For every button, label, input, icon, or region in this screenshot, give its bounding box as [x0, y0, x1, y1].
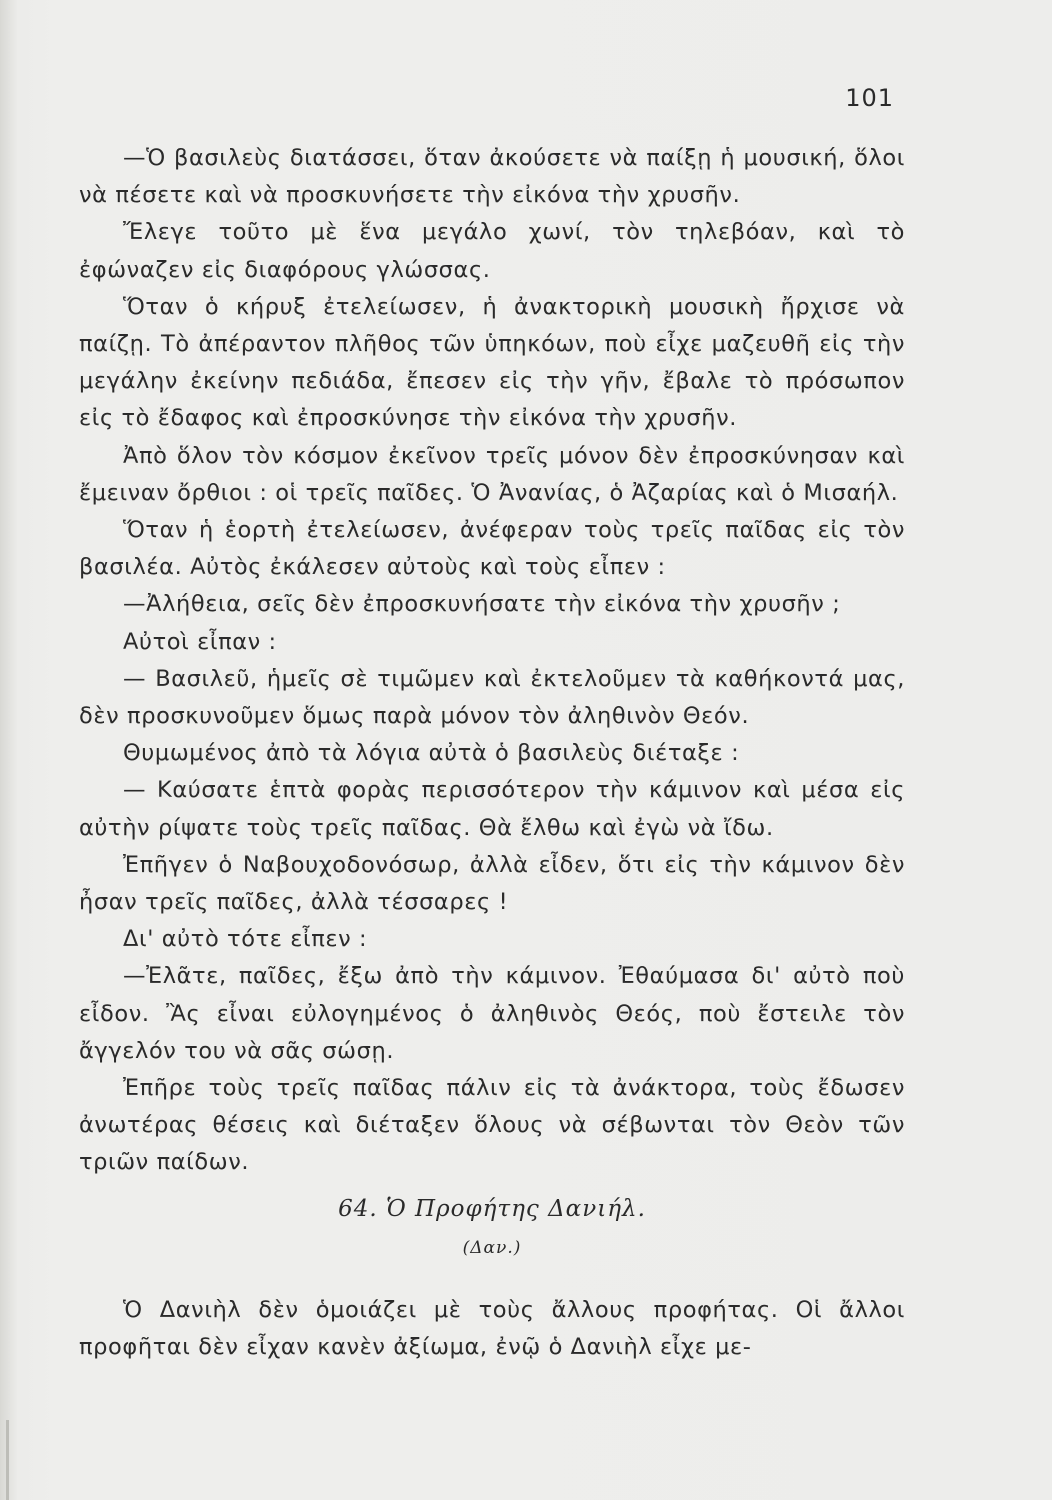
page-edge-shadow	[6, 1420, 9, 1500]
paragraph: Ἐπῆγεν ὁ Ναβουχοδονόσωρ, ἀλλὰ εἶδεν, ὅτι εἰς τὴν κάμινον δὲν ἦσαν τρεῖς παῖδες, ἀλλὰ τέσσαρες !	[79, 851, 905, 916]
paragraph: —Ἀλήθεια, σεῖς δὲν ἐπροσκυνήσατε τὴν εἰκόνα τὴν χρυσῆν ;	[123, 591, 841, 618]
paragraph: — Καύσατε ἑπτὰ φορὰς περισσότερον τὴν κάμινον καὶ μέσα εἰς αὐτὴν ρίψατε τοὺς τρεῖς παῖδας. Θὰ ἔλθω καὶ ἐγὼ νὰ ἴδω.	[79, 777, 905, 841]
paragraph: Δι' αὐτὸ τότε εἶπεν :	[123, 926, 368, 953]
paragraph: Ὅταν ὁ κήρυξ ἐτελείωσεν, ἡ ἀνακτορικὴ μουσικὴ ἤρχισε νὰ παίζῃ. Τὸ ἀπέραντον πλῆθος τῶν ὑπηκόων, ποὺ εἶχε μαζευθῆ εἰς τὴν μεγάλην ἐκείνην πεδιάδα, ἔπεσεν εἰς τὴν γῆν, ἔβαλε τὸ πρόσωπον εἰς τὸ ἔδαφος καὶ ἐπροσκύνησε τὴν εἰκόνα τὴν χρυσῆν.	[79, 293, 905, 432]
paragraph: Ὅταν ἡ ἑορτὴ ἐτελείωσεν, ἀνέφεραν τοὺς τρεῖς παῖδας εἰς τὸν βασιλέα. Αὐτὸς ἐκάλεσεν αὐτοὺς καὶ τοὺς εἶπεν :	[79, 517, 905, 581]
paragraph: Θυμωμένος ἀπὸ τὰ λόγια αὐτὰ ὁ βασιλεὺς διέταξε :	[123, 740, 740, 767]
section-source: (Δαν.)	[462, 1238, 522, 1258]
paragraph: Ἔλεγε τοῦτο μὲ ἕνα μεγάλο χωνί, τὸν τηλεβόαν, καὶ τὸ ἐφώναζεν εἰς διαφόρους γλώσσας.	[79, 219, 905, 283]
paragraph: Ἀπὸ ὅλον τὸν κόσμον ἐκεῖνον τρεῖς μόνον δὲν ἐπροσκύνησαν καὶ ἔμειναν ὄρθιοι : οἱ τρεῖς παῖδες. Ὁ Ἀνανίας, ὁ Ἀζαρίας καὶ ὁ Μισαήλ.	[79, 442, 905, 506]
section-heading: 64. Ὁ Προφήτης Δανιήλ.	[338, 1196, 646, 1222]
paragraph: —Ἐλᾶτε, παῖδες, ἔξω ἀπὸ τὴν κάμινον. Ἐθαύμασα δι' αὐτὸ ποὺ εἶδον. Ἂς εἶναι εὐλογημένος ὁ ἀληθινὸς Θεός, ποὺ ἔστειλε τὸν ἄγγελόν του νὰ σᾶς σώσῃ.	[79, 963, 905, 1064]
paragraph: Ἐπῆρε τοὺς τρεῖς παῖδας πάλιν εἰς τὰ ἀνάκτορα, τοὺς ἔδωσεν ἀνωτέρας θέσεις καὶ διέταξεν ὅλους νὰ σέβωνται τὸν Θεὸν τῶν τριῶν παίδων.	[79, 1075, 905, 1176]
paragraph: — Βασιλεῦ, ἡμεῖς σὲ τιμῶμεν καὶ ἐκτελοῦμεν τὰ καθήκοντά μας, δὲν προσκυνοῦμεν ὅμως παρὰ μόνον τὸν ἀληθινὸν Θεόν.	[79, 665, 905, 730]
page-number: 101	[845, 84, 894, 112]
main-text	[79, 140, 905, 1182]
section-text	[79, 1292, 905, 1366]
paragraph: —Ὁ βασιλεὺς διατάσσει, ὅταν ἀκούσετε νὰ παίξῃ ἡ μουσική, ὅλοι νὰ πέσετε καὶ νὰ προσκυνήσετε τὴν εἰκόνα τὴν χρυσῆν.	[79, 145, 905, 209]
paragraph: Αὐτοὶ εἶπαν :	[123, 628, 277, 655]
paragraph: Ὁ Δανιὴλ δὲν ὁμοιάζει μὲ τοὺς ἄλλους προφήτας. Οἱ ἄλλοι προφῆται δὲν εἶχαν κανὲν ἀξίωμα, ἐνῷ ὁ Δανιὴλ εἶχε με-	[79, 1297, 905, 1361]
